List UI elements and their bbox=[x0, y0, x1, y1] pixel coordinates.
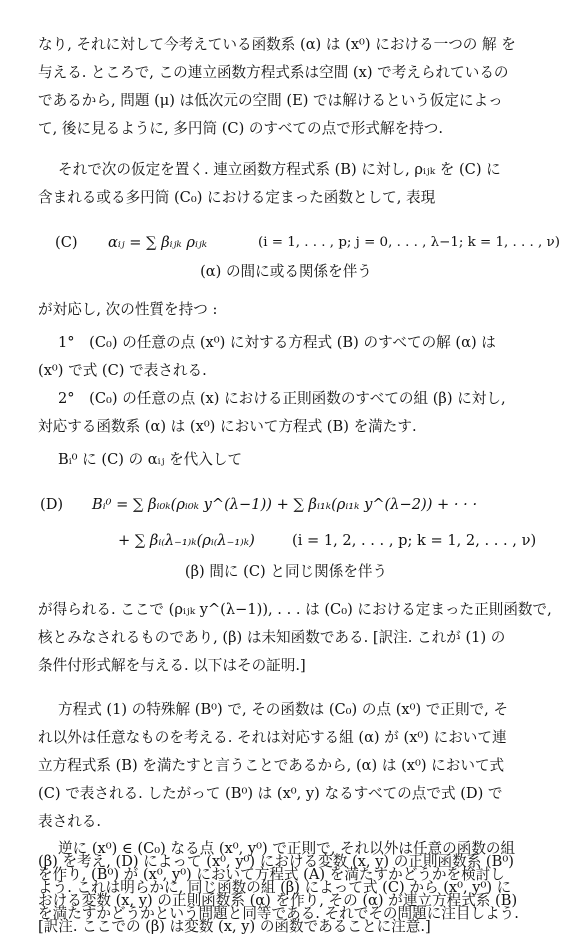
para1-line-4: て, 後に見るように, 多円筒 (C) のすべての点で形式解を持つ. bbox=[38, 120, 443, 137]
para5-line-3: 立方程式系 (B) を満たすと言うことであるから, (α) は (x⁰) において式 bbox=[38, 757, 505, 774]
para1-line-2: 与える. ところで, この連立函数方程式系は空間 (x) で考えられているの bbox=[38, 64, 509, 81]
item2-line-2: 対応する函数系 (α) は (x⁰) において方程式 (B) を満たす. bbox=[38, 418, 417, 435]
item1-line-1: 1° (C₀) の任意の点 (x⁰) に対する方程式 (B) のすべての解 (α) は bbox=[58, 334, 496, 351]
para6-line-2: (β) を考え, (D) によって (x⁰, y⁰) における変数 (x, y) の正則函数系 (B⁰) bbox=[38, 853, 514, 870]
para2-line-2: 含まれる或る多円筒 (C₀) における定まった函数として, 表現 bbox=[38, 189, 436, 206]
para5-line-4: (C) で表される. したがって (B⁰) は (x⁰, y) なるすべての点で式 (D) で bbox=[38, 785, 503, 802]
para2-line-1: それで次の仮定を置く. 連立函数方程式系 (B) に対し, ρᵢⱼₖ を (C) に bbox=[58, 161, 501, 178]
para4-line-1: が得られる. ここで (ρᵢⱼₖ y^(λ−1)), . . . は (C₀) における定まった正則函数で, bbox=[38, 601, 552, 618]
equation-d-note: (β) 間に (C) と同じ関係を伴う bbox=[184, 563, 388, 580]
para4-line-3: 条件付形式解を与える. 以下はその証明.] bbox=[38, 657, 306, 674]
para6-line-4: よう. これは明らかに, 同じ函数の組 (β) によって式 (C) から (x⁰, y⁰) に bbox=[38, 879, 512, 896]
equation-d-tag: (D) bbox=[40, 496, 64, 513]
equation-c-note: (α) の間に或る関係を伴う bbox=[200, 263, 372, 280]
equation-d-condition: (i = 1, 2, . . . , p; k = 1, 2, . . . , ν) bbox=[292, 532, 537, 549]
equation-d-line-1: Bᵢ⁰ = ∑ βᵢ₀ₖ(ρᵢ₀ₖ y^(λ−1)) + ∑ βᵢ₁ₖ(ρᵢ₁ₖ y^(λ−2)) + · · · bbox=[92, 496, 478, 513]
para4-line-2: 核とみなされるものであり, (β) は未知函数である. [訳注. これが (1) の bbox=[38, 629, 506, 646]
item1-line-2: (x⁰) で式 (C) で表される. bbox=[38, 362, 207, 379]
equation-c-condition: (i = 1, . . . , p; j = 0, . . . , λ−1; k = 1, . . . , ν) bbox=[258, 235, 560, 250]
para5-line-1: 方程式 (1) の特殊解 (B⁰) で, その函数は (C₀) の点 (x⁰) で正則で, そ bbox=[58, 701, 509, 718]
para6-line-3: を作り, (B⁰) が (x⁰, y⁰) において方程式 (A) を満たすかどうかを検討し bbox=[38, 866, 505, 883]
equation-c-body: αᵢⱼ = ∑ βᵢⱼₖ ρᵢⱼₖ bbox=[108, 234, 208, 251]
para5-line-5: 表される. bbox=[38, 813, 102, 830]
para1-line-3: であるから, 問題 (μ) は低次元の空間 (E) では解けるという仮定によっ bbox=[38, 92, 503, 109]
para6-line-7: [訳注. ここでの (β) は変数 (x, y) の函数であることに注意.] bbox=[38, 918, 431, 935]
para6-line-6: を満たすかどうかという問題と同等である. それでその問題に注目しよう. bbox=[38, 905, 519, 922]
para6-line-1: 逆に (x⁰) ∈ (C₀) なる点 (x⁰, y⁰) で正則で, それ以外は任意の函数の組 bbox=[58, 840, 516, 857]
para5-line-2: れ以外は任意なものを考える. それは対応する組 (α) が (x⁰) において連 bbox=[38, 729, 507, 746]
para3: が対応し, 次の性質を持つ : bbox=[38, 301, 218, 318]
substitution-line: Bᵢ⁰ に (C) の αᵢⱼ を代入して bbox=[58, 451, 243, 468]
para6-line-5: おける変数 (x, y) の正則函数系 (α) を作り, その (α) が連立方程式系 (B) bbox=[38, 892, 518, 909]
equation-d-line-2: + ∑ βᵢ₍λ₋₁₎ₖ(ρᵢ₍λ₋₁₎ₖ) bbox=[118, 532, 255, 549]
para1-line-1: なり, それに対して今考えている函数系 (α) は (x⁰) における一つの 解 を bbox=[38, 36, 516, 53]
item2-line-1: 2° (C₀) の任意の点 (x) における正則函数のすべての組 (β) に対し, bbox=[58, 390, 506, 407]
equation-c-tag: (C) bbox=[55, 234, 78, 251]
